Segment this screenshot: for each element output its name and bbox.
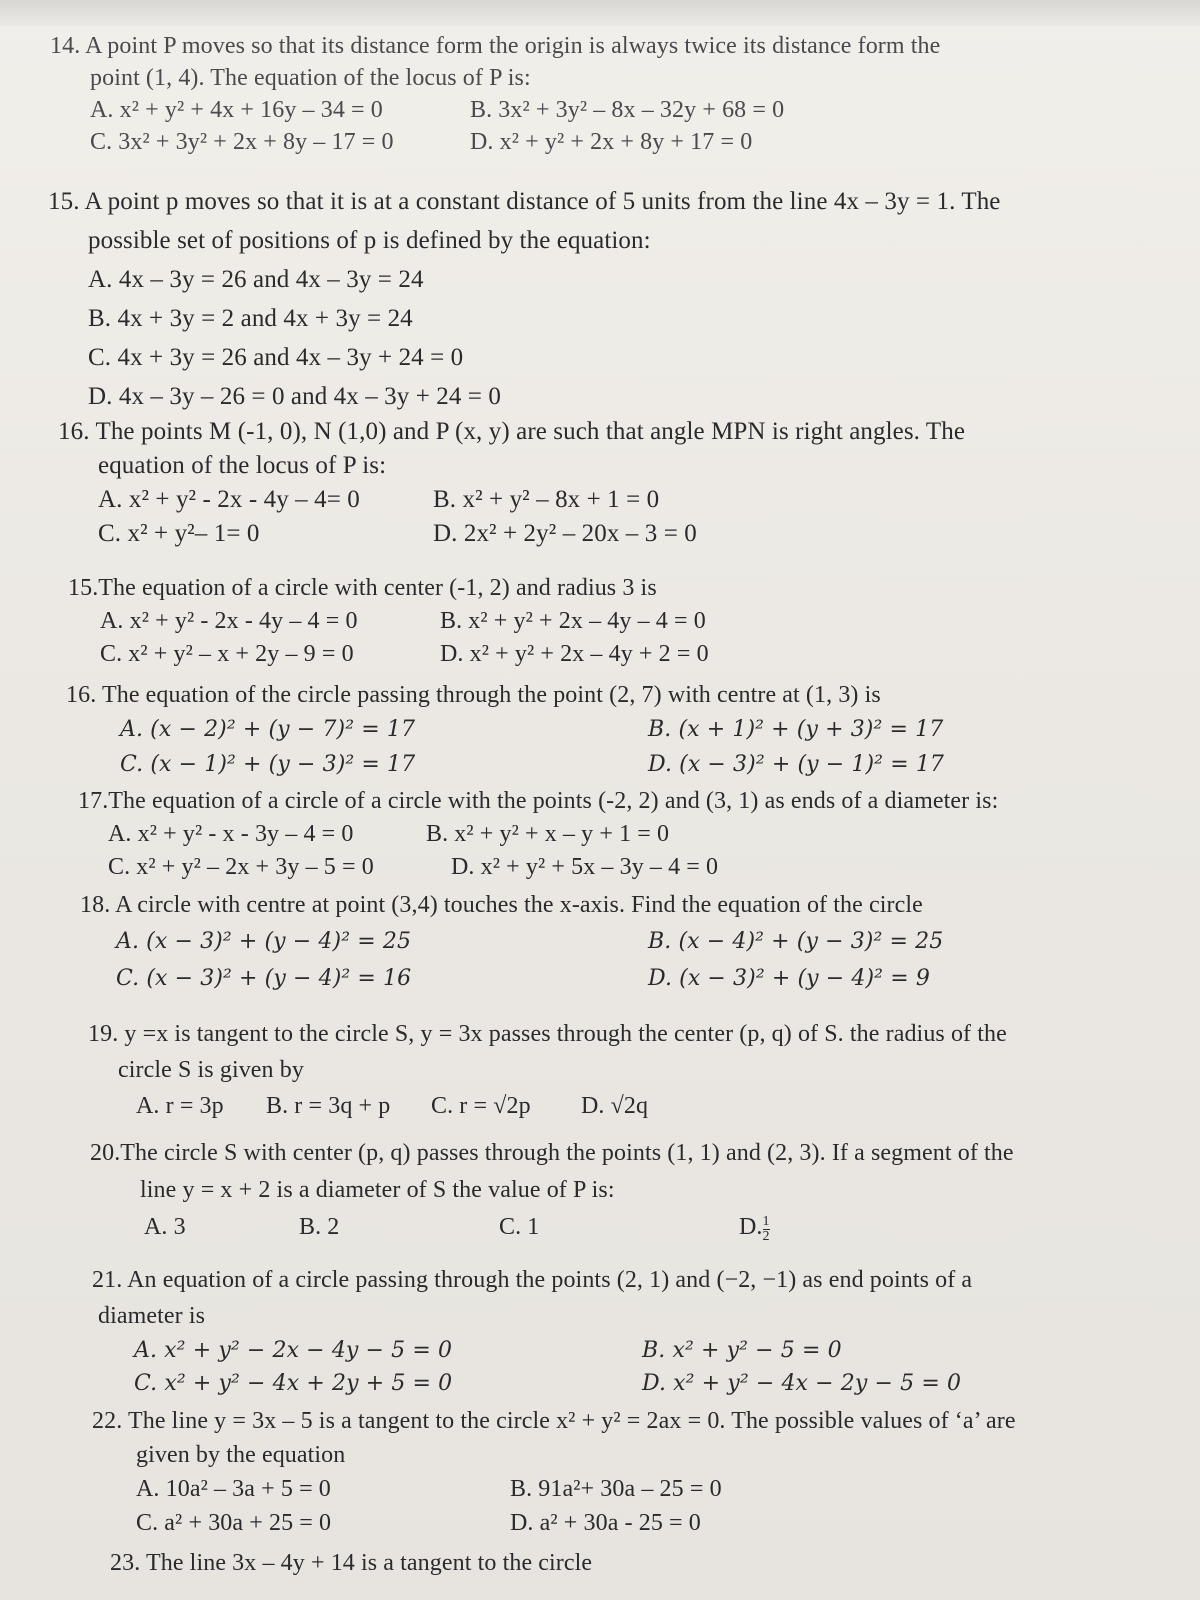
options-row <box>58 483 965 517</box>
options-row <box>92 1506 1016 1540</box>
option-a: A. 3 <box>144 1214 186 1240</box>
question-18 <box>80 887 943 997</box>
option-b: B. r = 3q + p <box>266 1093 391 1119</box>
option-b: B. 4x + 3y = 2 and 4x + 3y = 24 <box>88 305 413 332</box>
question-stem-continued: line y = x + 2 is a diameter of S the value of P is: <box>140 1177 615 1203</box>
option-a: A. (x − 2)² + (y − 7)² = 17 <box>120 717 416 742</box>
question-stem: 19. y =x is tangent to the circle S, y = 3x passes through the center (p, q) of S. the radius of the <box>88 1021 1007 1047</box>
option-b: B. x² + y² + x – y + 1 = 0 <box>426 821 670 847</box>
question-stem: 15.The equation of a circle with center (-1, 2) and radius 3 is <box>68 575 657 601</box>
option-b: B. 3x² + 3y² – 8x – 32y + 68 = 0 <box>470 97 785 123</box>
option-c: C. 4x + 3y = 26 and 4x – 3y + 24 = 0 <box>88 344 464 371</box>
options-row <box>66 712 944 747</box>
option-d: D. (x − 3)² + (y − 1)² = 17 <box>648 752 945 777</box>
option-c: C. r = √2p <box>431 1093 531 1119</box>
question-15-circle <box>68 572 709 671</box>
fraction-one-half <box>763 1215 770 1244</box>
option-b: B. x² + y² – 8x + 1 = 0 <box>433 486 660 513</box>
question-19 <box>88 1016 1007 1124</box>
option-c: C. x² + y² – x + 2y – 9 = 0 <box>100 641 354 667</box>
options-row <box>92 1367 972 1400</box>
fraction-denominator: 2 <box>762 1229 770 1244</box>
question-stem: 16. The points M (-1, 0), N (1,0) and P (x, y) are such that angle MPN is right angles. The <box>58 418 966 445</box>
option-a: A. (x − 3)² + (y − 4)² = 25 <box>116 929 412 954</box>
option-c: C. x² + y²– 1= 0 <box>98 520 260 547</box>
question-16-circle <box>66 678 944 782</box>
fraction-numerator: 1 <box>762 1214 770 1229</box>
question-stem: 18. A circle with centre at point (3,4) touches the x-axis. Find the equation of the circle <box>80 892 923 918</box>
option-d: D. x² + y² + 2x + 8y + 17 = 0 <box>470 129 753 155</box>
question-stem-continued: possible set of positions of p is defined by the equation: <box>88 227 651 254</box>
question-stem-continued: point (1, 4). The equation of the locus of P is: <box>90 65 531 91</box>
option-c: C. x² + y² − 4x + 2y + 5 = 0 <box>134 1371 453 1396</box>
option-c: C. (x − 1)² + (y − 3)² = 17 <box>120 752 416 777</box>
options-row <box>50 126 940 158</box>
question-stem: 16. The equation of the circle passing through the point (2, 7) with centre at (1, 3) is <box>66 682 881 708</box>
option-d-label: D. <box>739 1214 763 1240</box>
question-14 <box>50 30 940 158</box>
option-c: C. (x − 3)² + (y − 4)² = 16 <box>116 966 412 991</box>
option-b: B. x² + y² − 5 = 0 <box>642 1338 842 1363</box>
question-stem-continued: diameter is <box>98 1303 206 1329</box>
options-row <box>68 638 709 671</box>
option-a: A. x² + y² - x - 3y – 4 = 0 <box>108 821 354 847</box>
option-a: A. 4x – 3y = 26 and 4x – 3y = 24 <box>88 266 424 293</box>
options-row <box>80 960 943 997</box>
question-stem-continued: circle S is given by <box>118 1057 304 1083</box>
option-a: A. x² + y² - 2x - 4y – 4= 0 <box>98 486 360 513</box>
option-d: D. a² + 30a - 25 = 0 <box>510 1510 701 1536</box>
question-20 <box>90 1135 1014 1246</box>
option-c: C. 3x² + 3y² + 2x + 8y – 17 = 0 <box>90 129 394 155</box>
question-16-locus <box>58 415 965 551</box>
question-22 <box>92 1404 1016 1540</box>
options-row <box>68 605 709 638</box>
page-top-edge <box>0 0 1200 26</box>
option-d: D. x² + y² + 5x – 3y – 4 = 0 <box>451 854 719 880</box>
options-row <box>66 747 944 782</box>
options-row <box>58 517 965 551</box>
option-a: A. x² + y² − 2x − 4y − 5 = 0 <box>134 1338 453 1363</box>
option-d: D. (x − 3)² + (y − 4)² = 9 <box>648 966 930 991</box>
option-c: C. a² + 30a + 25 = 0 <box>136 1510 332 1536</box>
question-stem: 14. A point P moves so that its distance form the origin is always twice its distance form the <box>50 33 941 59</box>
options-row <box>50 94 940 126</box>
option-d <box>739 1209 770 1246</box>
question-stem: 20.The circle S with center (p, q) passes through the points (1, 1) and (2, 3). If a segment of the <box>90 1140 1014 1166</box>
option-d: D. x² + y² − 4x − 2y − 5 = 0 <box>642 1371 962 1396</box>
question-stem-continued: equation of the locus of P is: <box>98 452 387 479</box>
options-row <box>78 818 998 851</box>
question-stem: 21. An equation of a circle passing through the points (2, 1) and (−2, −1) as end points of a <box>92 1267 973 1293</box>
question-stem: 23. The line 3x – 4y + 14 is a tangent to the circle <box>110 1550 593 1576</box>
option-a: A. r = 3p <box>136 1093 224 1119</box>
question-23 <box>110 1546 592 1580</box>
option-b: B. x² + y² + 2x – 4y – 4 = 0 <box>440 608 706 634</box>
option-b: B. 2 <box>299 1214 340 1240</box>
options-row <box>92 1472 1016 1506</box>
options-row <box>78 851 998 884</box>
option-b: B. (x + 1)² + (y + 3)² = 17 <box>648 717 944 742</box>
options-row <box>80 923 943 960</box>
options-row <box>90 1209 1014 1246</box>
question-17 <box>78 785 998 884</box>
option-a: A. x² + y² + 4x + 16y – 34 = 0 <box>90 97 383 123</box>
options-row <box>88 1088 1007 1124</box>
option-d: D. 4x – 3y – 26 = 0 and 4x – 3y + 24 = 0 <box>88 383 501 410</box>
question-15-locus <box>48 182 1001 416</box>
question-stem: 17.The equation of a circle of a circle with the points (-2, 2) and (3, 1) as ends of a diameter is: <box>78 788 999 814</box>
option-b: B. 91a²+ 30a – 25 = 0 <box>510 1476 722 1502</box>
question-21 <box>92 1262 972 1400</box>
option-c: C. 1 <box>499 1214 540 1240</box>
option-a: A. 10a² – 3a + 5 = 0 <box>136 1476 331 1502</box>
option-c: C. x² + y² – 2x + 3y – 5 = 0 <box>108 854 374 880</box>
option-b: B. (x − 4)² + (y − 3)² = 25 <box>648 929 944 954</box>
option-a: A. x² + y² - 2x - 4y – 4 = 0 <box>100 608 358 634</box>
question-stem: 22. The line y = 3x – 5 is a tangent to the circle x² + y² = 2ax = 0. The possible values of ‘a’ are <box>92 1408 1016 1434</box>
options-row <box>92 1334 972 1367</box>
question-stem-continued: given by the equation <box>136 1442 346 1468</box>
option-d: D. 2x² + 2y² – 20x – 3 = 0 <box>433 520 697 547</box>
option-d: D. √2q <box>581 1093 649 1119</box>
question-stem: 15. A point p moves so that it is at a constant distance of 5 units from the line 4x – 3y = 1. The <box>48 188 1001 215</box>
option-d: D. x² + y² + 2x – 4y + 2 = 0 <box>440 641 709 667</box>
